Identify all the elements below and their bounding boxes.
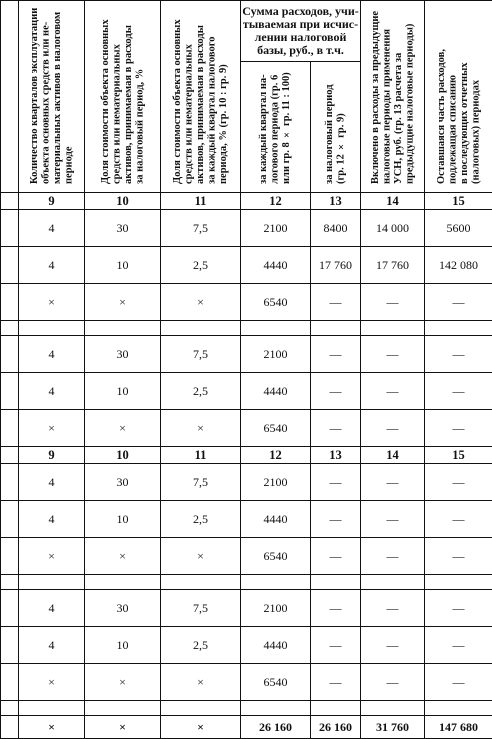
table-cell: 10 xyxy=(85,501,161,538)
table-cell: 4 xyxy=(19,627,85,664)
table-cell: 2100 xyxy=(241,210,311,247)
table-cell: 5600 xyxy=(425,210,492,247)
table-cell: 7,5 xyxy=(161,336,241,373)
table-cell: 10 xyxy=(85,627,161,664)
table-cell: — xyxy=(361,664,425,701)
table-cell: — xyxy=(361,373,425,410)
table-cell: 4 xyxy=(19,336,85,373)
blank-cell xyxy=(1,701,19,716)
header-group-12-13: Сумма расходов, учи- тываемая при исчис- лении налоговой базы, руб., в т.ч. xyxy=(241,1,361,62)
table-cell: 2100 xyxy=(241,464,311,501)
table-cell: — xyxy=(425,410,492,447)
empty-cell xyxy=(19,701,85,716)
table-row xyxy=(1,373,492,410)
table-cell: — xyxy=(311,538,361,575)
table-row xyxy=(1,627,492,664)
blank-cell xyxy=(1,447,19,464)
col-number: 15 xyxy=(425,447,492,464)
header-col9: Количество кварталов эксплуатации объекта основных средств или не- материальных активов в налоговом периоде xyxy=(19,1,85,193)
table-cell: 6540 xyxy=(241,284,311,321)
blank-cell xyxy=(1,590,19,627)
table-cell: 142 080 xyxy=(425,247,492,284)
table-cell: 4 xyxy=(19,501,85,538)
table-cell: 30 xyxy=(85,590,161,627)
blank-cell xyxy=(1,664,19,701)
empty-cell xyxy=(19,575,85,590)
table-cell: 7,5 xyxy=(161,464,241,501)
empty-cell xyxy=(161,321,241,336)
table-row xyxy=(1,336,492,373)
table-row xyxy=(1,210,492,247)
empty-cell xyxy=(241,321,311,336)
blank-cell xyxy=(1,538,19,575)
table-cell: × xyxy=(85,664,161,701)
table-cell: — xyxy=(361,627,425,664)
empty-cell xyxy=(161,575,241,590)
table-cell: 10 xyxy=(85,373,161,410)
empty-cell xyxy=(19,321,85,336)
table-cell: 4440 xyxy=(241,373,311,410)
spacer-row xyxy=(1,575,492,590)
table-cell: × xyxy=(19,284,85,321)
col-number: 15 xyxy=(425,193,492,210)
empty-cell xyxy=(311,701,361,716)
table-cell: — xyxy=(311,501,361,538)
col-number: 11 xyxy=(161,193,241,210)
table-cell: — xyxy=(361,501,425,538)
empty-cell xyxy=(425,575,492,590)
table-cell: — xyxy=(311,373,361,410)
table-cell: × xyxy=(19,538,85,575)
table-cell: — xyxy=(425,501,492,538)
table-cell: 4 xyxy=(19,210,85,247)
blank-cell xyxy=(1,410,19,447)
header-col13: за налоговый период (гр. 12 × гр. 9) xyxy=(311,62,361,193)
table-cell: × xyxy=(85,410,161,447)
table-cell: 4440 xyxy=(241,247,311,284)
col-number: 14 xyxy=(361,193,425,210)
table-cell: 2,5 xyxy=(161,373,241,410)
blank-header-cell xyxy=(1,1,19,193)
table-cell: 6540 xyxy=(241,664,311,701)
table-cell: 2,5 xyxy=(161,247,241,284)
table-cell: — xyxy=(311,664,361,701)
spacer-row xyxy=(1,701,492,716)
table-cell: × xyxy=(161,716,241,739)
table-cell: — xyxy=(311,627,361,664)
table-cell: 4 xyxy=(19,247,85,284)
table-cell: 4440 xyxy=(241,627,311,664)
empty-cell xyxy=(241,701,311,716)
table-cell: 4 xyxy=(19,464,85,501)
table-cell: 4 xyxy=(19,373,85,410)
table-cell: 26 160 xyxy=(311,716,361,739)
table-cell: 17 760 xyxy=(361,247,425,284)
table-cell: — xyxy=(425,538,492,575)
spacer-row xyxy=(1,321,492,336)
header-col15: Оставшаяся часть расходов, подлежащая списанию в последующих отчетных (налоговых) периодах xyxy=(425,1,492,193)
table-cell: × xyxy=(85,538,161,575)
table-row xyxy=(1,284,492,321)
col-number: 12 xyxy=(241,447,311,464)
blank-cell xyxy=(1,627,19,664)
col-number: 9 xyxy=(19,447,85,464)
table-cell: — xyxy=(361,538,425,575)
blank-cell xyxy=(1,284,19,321)
col-number: 14 xyxy=(361,447,425,464)
total-row xyxy=(1,716,492,739)
table-cell: — xyxy=(425,373,492,410)
table-cell: × xyxy=(19,410,85,447)
table-row xyxy=(1,464,492,501)
table-cell: — xyxy=(311,336,361,373)
table-cell: 26 160 xyxy=(241,716,311,739)
table-cell: — xyxy=(425,284,492,321)
col-number: 11 xyxy=(161,447,241,464)
col-number: 13 xyxy=(311,193,361,210)
empty-cell xyxy=(241,575,311,590)
empty-cell xyxy=(425,701,492,716)
table-cell: — xyxy=(311,410,361,447)
table-row xyxy=(1,590,492,627)
table-cell: — xyxy=(361,590,425,627)
blank-cell xyxy=(1,501,19,538)
table-cell: 2,5 xyxy=(161,501,241,538)
table-cell: × xyxy=(161,410,241,447)
blank-cell xyxy=(1,321,19,336)
header-col10: Доля стоимости объекта основных средств или нематериальных активов, принимаемая в расходы за налоговый период, % xyxy=(85,1,161,193)
table-cell: 31 760 xyxy=(361,716,425,739)
blank-cell xyxy=(1,464,19,501)
table-body xyxy=(1,210,492,739)
empty-cell xyxy=(311,321,361,336)
table-cell: 10 xyxy=(85,247,161,284)
header-col12: за каждый квартал на- логового периода (гр. 6 или гр. 8 × гр. 11 : 100) xyxy=(241,62,311,193)
table-cell: — xyxy=(425,336,492,373)
table-cell: 147 680 xyxy=(425,716,492,739)
blank-cell xyxy=(1,247,19,284)
table-cell: 14 000 xyxy=(361,210,425,247)
table-cell: 7,5 xyxy=(161,590,241,627)
table-cell: — xyxy=(361,284,425,321)
column-numbers-row xyxy=(1,447,492,464)
blank-cell xyxy=(1,575,19,590)
table-cell: 2,5 xyxy=(161,627,241,664)
table-row xyxy=(1,410,492,447)
blank-cell xyxy=(1,336,19,373)
table-cell: 4 xyxy=(19,590,85,627)
blank-cell xyxy=(1,193,19,210)
table-cell: × xyxy=(161,664,241,701)
table-cell: 6540 xyxy=(241,410,311,447)
col-number: 10 xyxy=(85,447,161,464)
table-cell: 2100 xyxy=(241,590,311,627)
table-cell: — xyxy=(311,284,361,321)
table-cell: 30 xyxy=(85,210,161,247)
table-cell: — xyxy=(425,627,492,664)
table-cell: 17 760 xyxy=(311,247,361,284)
table-cell: — xyxy=(425,590,492,627)
empty-cell xyxy=(85,575,161,590)
table-cell: 30 xyxy=(85,336,161,373)
col-number: 10 xyxy=(85,193,161,210)
table-cell: — xyxy=(361,336,425,373)
table-cell: × xyxy=(161,284,241,321)
table-row xyxy=(1,247,492,284)
table-cell: — xyxy=(311,464,361,501)
col-number: 13 xyxy=(311,447,361,464)
table-cell: 30 xyxy=(85,464,161,501)
empty-cell xyxy=(361,321,425,336)
empty-cell xyxy=(85,321,161,336)
header-col14: Включено в расходы за предыдущие налоговые периоды применения УСН, руб. (гр. 13 расчета за предыдущие налоговые периоды) xyxy=(361,1,425,193)
empty-cell xyxy=(361,575,425,590)
table-cell: — xyxy=(361,464,425,501)
table-cell: 2100 xyxy=(241,336,311,373)
blank-cell xyxy=(1,210,19,247)
table-cell: × xyxy=(19,716,85,739)
table-cell: × xyxy=(85,284,161,321)
col-number: 9 xyxy=(19,193,85,210)
empty-cell xyxy=(85,701,161,716)
table-cell: 8400 xyxy=(311,210,361,247)
header-col11: Доля стоимости объекта основных средств или нематериальных активов, принимаемая в расходы за каждый квартал налогового периода, % (гр. 10 : гр. 9) xyxy=(161,1,241,193)
empty-cell xyxy=(161,701,241,716)
table-cell: 6540 xyxy=(241,538,311,575)
blank-cell xyxy=(1,373,19,410)
table-row xyxy=(1,664,492,701)
blank-cell xyxy=(1,716,19,739)
empty-cell xyxy=(425,321,492,336)
table-row xyxy=(1,501,492,538)
empty-cell xyxy=(361,701,425,716)
table-row xyxy=(1,538,492,575)
table-cell: 4440 xyxy=(241,501,311,538)
table-cell: — xyxy=(425,664,492,701)
table-cell: × xyxy=(19,664,85,701)
table-cell: 7,5 xyxy=(161,210,241,247)
col-number: 12 xyxy=(241,193,311,210)
table-cell: × xyxy=(161,538,241,575)
column-numbers-row xyxy=(1,193,492,210)
table-cell: — xyxy=(425,464,492,501)
table-cell: — xyxy=(311,590,361,627)
table-cell: × xyxy=(85,716,161,739)
table-cell: — xyxy=(361,410,425,447)
empty-cell xyxy=(311,575,361,590)
